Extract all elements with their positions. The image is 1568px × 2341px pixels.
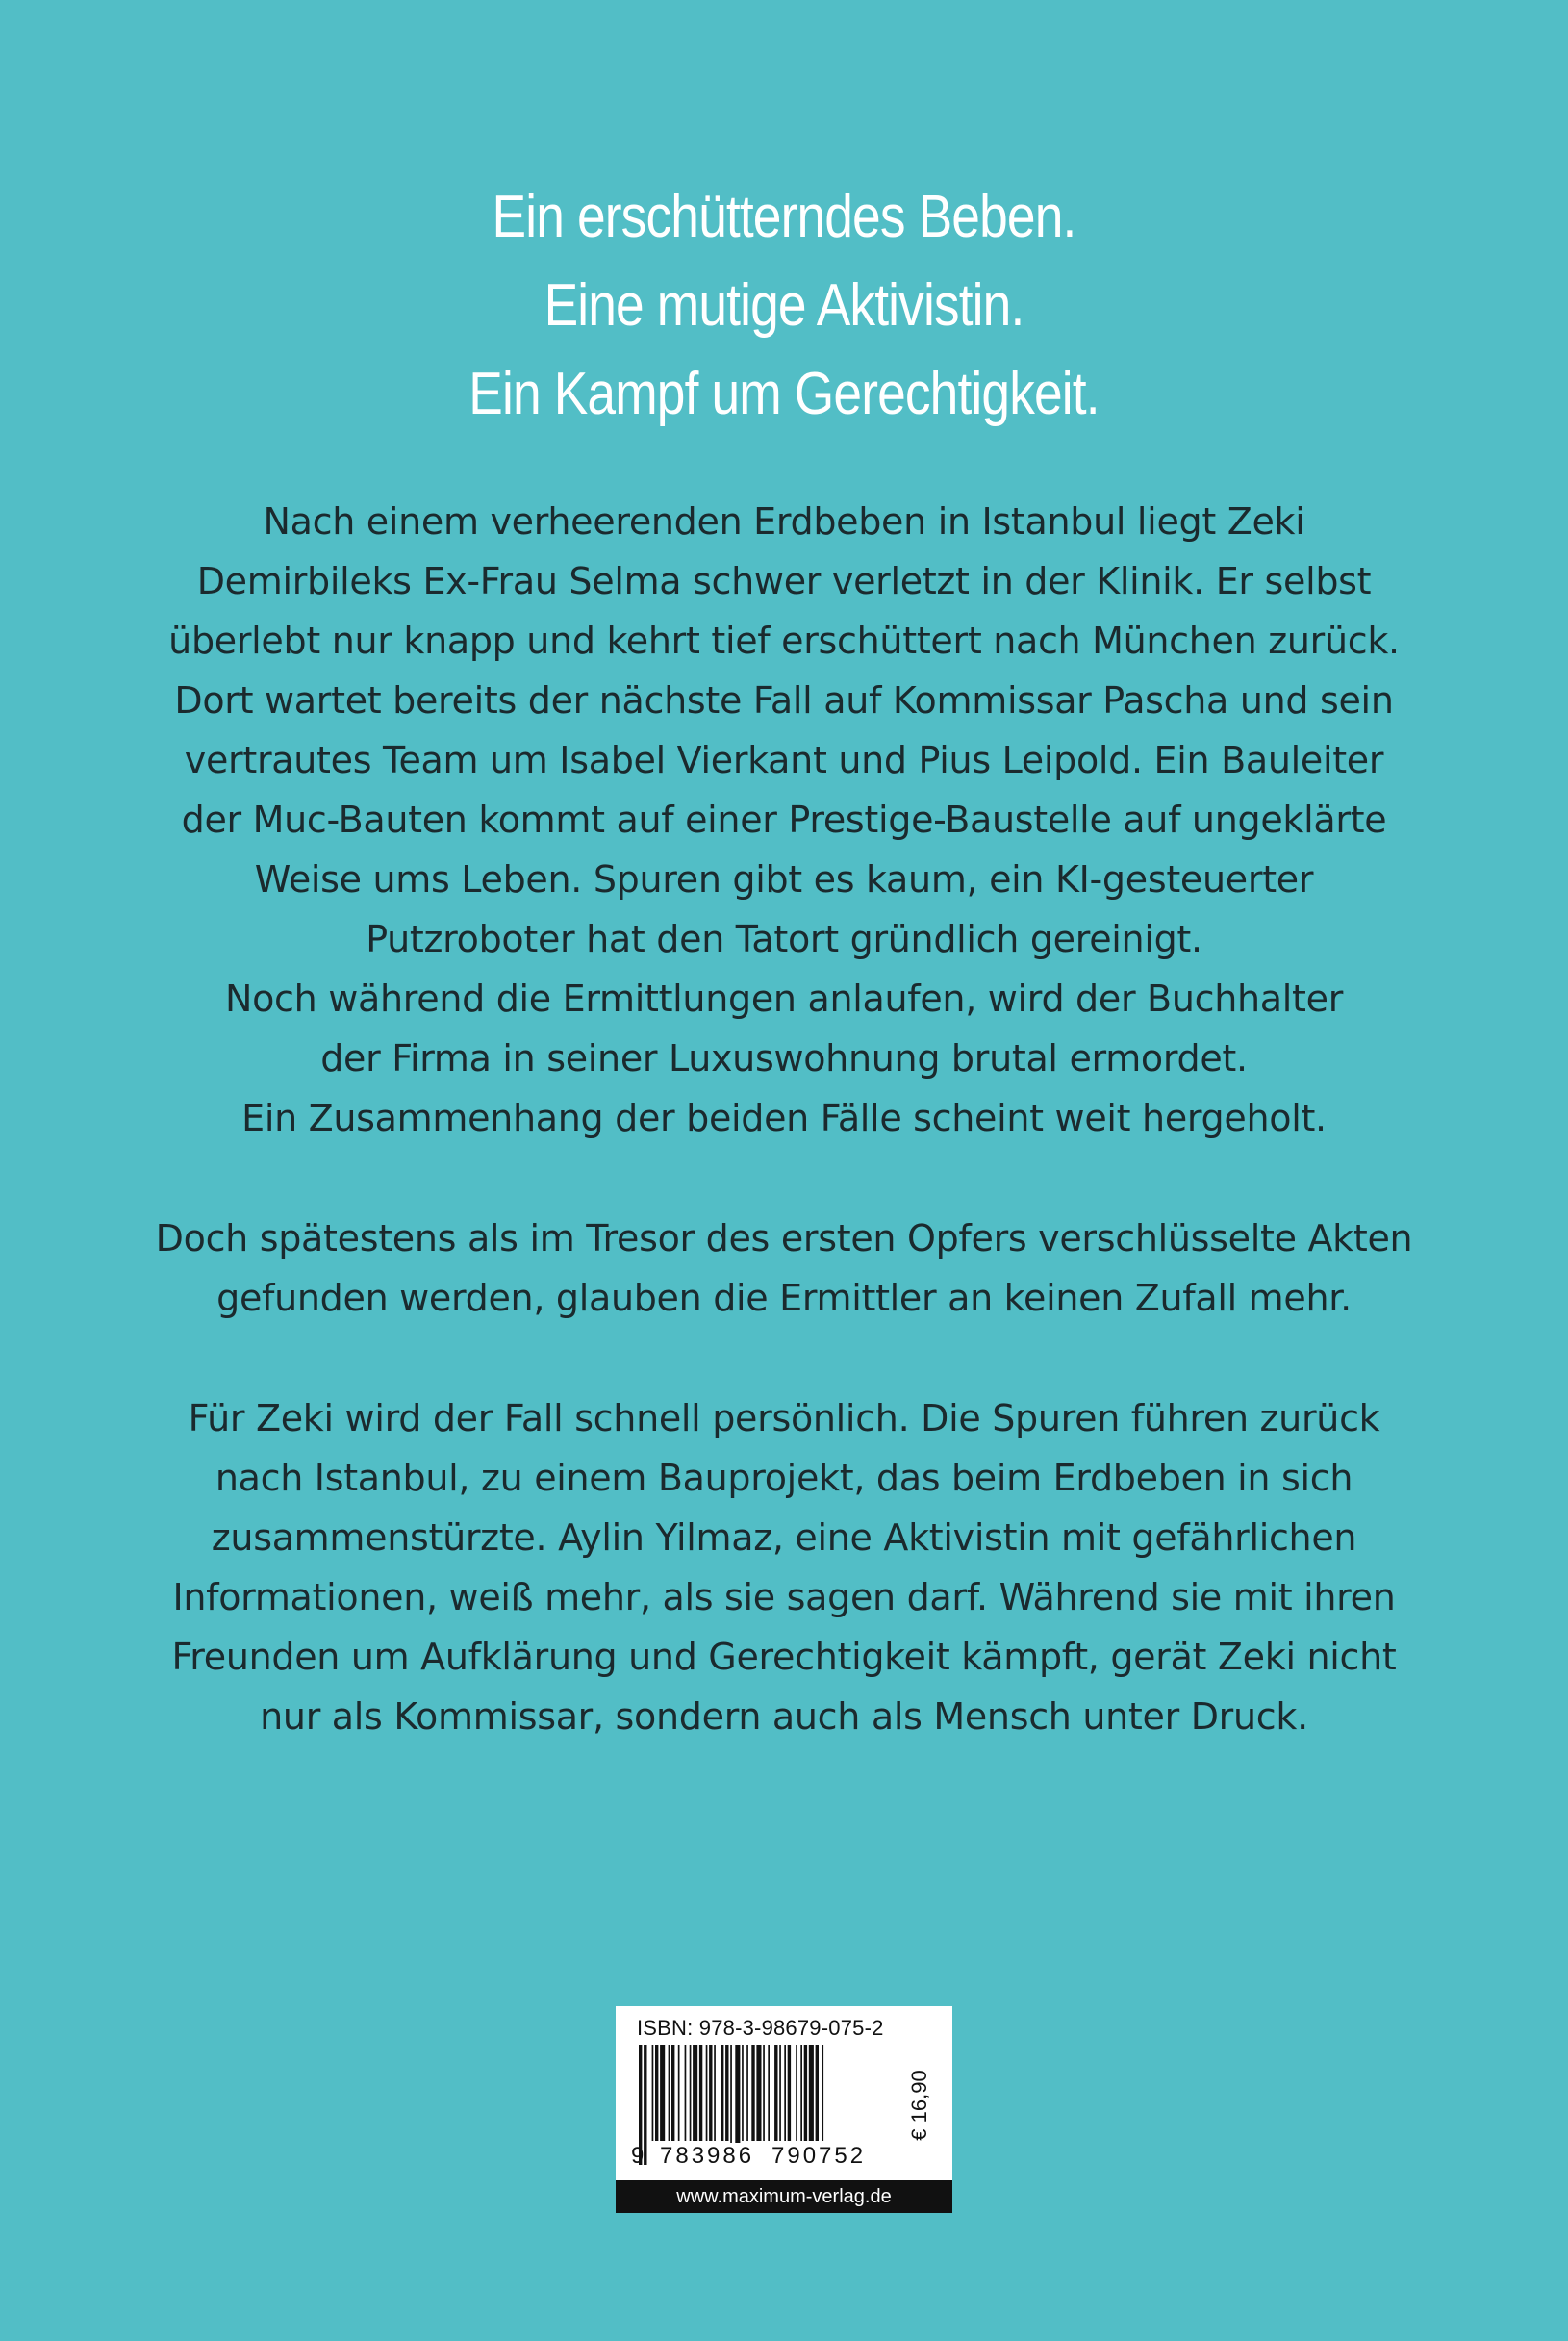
- blurb-line: Noch während die Ermittlungen anlaufen, wird der Buchhalter: [224, 978, 1344, 1020]
- blurb-paragraph-2: [58, 1209, 1510, 1328]
- barcode-digits-right: 790752: [771, 2143, 867, 2169]
- price-text: € 16,90: [907, 2069, 931, 2141]
- blurb-line: der Firma in seiner Luxuswohnung brutal ermordet.: [320, 1037, 1248, 1080]
- blurb-line: Putzroboter hat den Tatort gründlich gereinigt.: [366, 918, 1202, 960]
- blurb-line: Freunden um Aufklärung und Gerechtigkeit kämpft, gerät Zeki nicht: [171, 1636, 1397, 1678]
- blurb-line: Weise ums Leben. Spuren gibt es kaum, ein KI-gesteuerter: [254, 858, 1314, 901]
- price-label: [900, 2045, 939, 2165]
- blurb-line: gefunden werden, glauben die Ermittler an keinen Zufall mehr.: [216, 1277, 1352, 1319]
- blurb-line: Dort wartet bereits der nächste Fall auf Kommissar Pascha und sein: [174, 679, 1394, 722]
- blurb-line: vertrautes Team um Isabel Vierkant und Pius Leipold. Ein Bauleiter: [184, 739, 1384, 781]
- blurb-line: Für Zeki wird der Fall schnell persönlich. Die Spuren führen zurück: [188, 1397, 1380, 1439]
- tagline: [0, 173, 1568, 439]
- isbn-barcode-block: [616, 2006, 952, 2213]
- isbn-label: ISBN: 978-3-98679-075-2: [637, 2016, 884, 2040]
- tagline-line: Ein Kampf um Gerechtigkeit.: [468, 361, 1100, 427]
- blurb-line: Informationen, weiß mehr, als sie sagen darf. Während sie mit ihren: [172, 1576, 1396, 1618]
- blurb-line: nach Istanbul, zu einem Bauprojekt, das beim Erdbeben in sich: [215, 1457, 1353, 1499]
- blurb-line: Nach einem verheerenden Erdbeben in Istanbul liegt Zeki: [263, 500, 1305, 543]
- blurb-line: Ein Zusammenhang der beiden Fälle scheint weit hergeholt.: [241, 1097, 1327, 1139]
- blurb-line: zusammenstürzte. Aylin Yilmaz, eine Aktivistin mit gefährlichen: [211, 1516, 1357, 1559]
- blurb-line: überlebt nur knapp und kehrt tief erschüttert nach München zurück.: [168, 620, 1400, 662]
- publisher-website: www.maximum-verlag.de: [616, 2180, 952, 2213]
- barcode-lead-digit: 9: [631, 2143, 645, 2169]
- blurb-paragraph-1: [58, 492, 1510, 1148]
- tagline-line: Eine mutige Aktivistin.: [544, 272, 1024, 339]
- blurb-paragraph-3: [58, 1388, 1510, 1746]
- barcode-digits-left: 783986: [660, 2143, 755, 2169]
- blurb-line: der Muc-Bauten kommt auf einer Prestige-Baustelle auf ungeklärte: [181, 799, 1387, 841]
- tagline-line: Ein erschütterndes Beben.: [492, 184, 1076, 250]
- blurb-line: Demirbileks Ex-Frau Selma schwer verletzt in der Klinik. Er selbst: [196, 560, 1372, 602]
- blurb-line: Doch spätestens als im Tresor des ersten Opfers verschlüsselte Akten: [155, 1217, 1413, 1260]
- blurb-line: nur als Kommissar, sondern auch als Mensch unter Druck.: [260, 1695, 1308, 1738]
